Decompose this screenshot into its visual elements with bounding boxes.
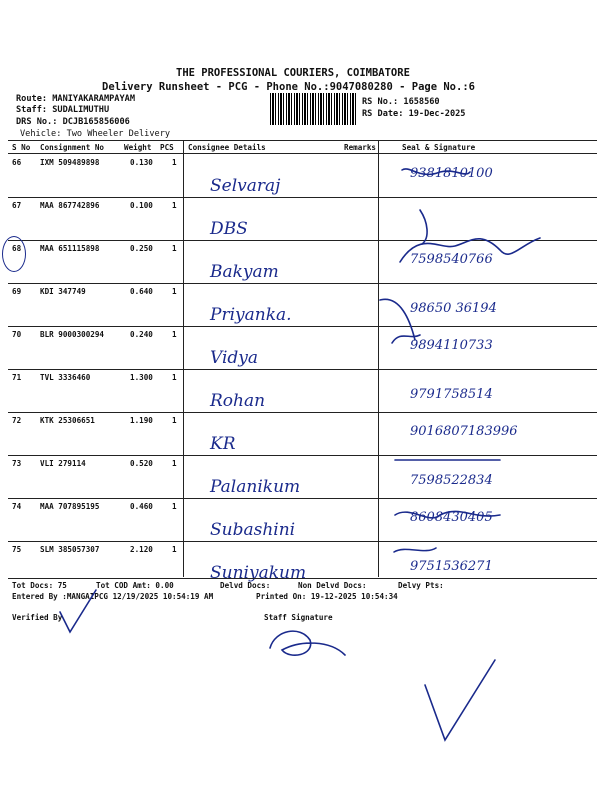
rs-date: RS Date: 19-Dec-2025 (362, 109, 466, 119)
row-consignment-no: BLR 9000300294 (40, 330, 105, 339)
drs-label: DRS No.: DCJB165856006 (16, 117, 130, 127)
row-sno: 72 (12, 416, 22, 425)
row-weight: 0.100 (130, 201, 153, 210)
col-consignment: Consignment No (40, 143, 105, 152)
row-weight: 0.640 (130, 287, 153, 296)
row-pcs: 1 (172, 416, 177, 425)
row-signature-phone: 9894110733 (410, 338, 493, 353)
delvy-pts: Delvy Pts: (398, 581, 444, 590)
row-consignee-name: DBS (210, 219, 248, 239)
non-delvd-docs: Non Delvd Docs: (298, 581, 367, 590)
row-weight: 1.300 (130, 373, 153, 382)
row-pcs: 1 (172, 330, 177, 339)
row-sno: 68 (12, 244, 22, 253)
signature-scribble (400, 238, 540, 262)
row-pcs: 1 (172, 158, 177, 167)
row-consignment-no: VLI 279114 (40, 459, 86, 468)
signature-scribble (380, 299, 415, 340)
row-consignment-no: IXM 509489898 (40, 158, 100, 167)
signature-scribble (402, 169, 470, 174)
signature-scribble (392, 335, 420, 343)
row-consignee-name: KR (210, 434, 236, 454)
staff-signature-scribble (270, 631, 345, 655)
row-consignment-no: MAA 867742896 (40, 201, 100, 210)
col-sno: S No (12, 143, 31, 152)
row-weight: 2.120 (130, 545, 153, 554)
col-remarks: Remarks (344, 143, 377, 152)
col-pcs: PCS (160, 143, 174, 152)
row-consignee-name: Priyanka. (210, 305, 292, 325)
row-weight: 0.240 (130, 330, 153, 339)
col-seal: Seal & Signature (402, 143, 476, 152)
route-label: Route: MANIYAKARAMPAYAM (16, 94, 135, 104)
staff-label: Staff: SUDALIMUTHU (16, 105, 110, 115)
row-signature-phone: 8608430405 (410, 510, 493, 525)
row-consignment-no: MAA 651115898 (40, 244, 100, 253)
row-pcs: 1 (172, 545, 177, 554)
verified-by: Verified By (12, 613, 63, 622)
row-weight: 0.520 (130, 459, 153, 468)
staff-signature-label: Staff Signature (264, 613, 333, 622)
row-signature-phone: 7598540766 (410, 252, 493, 267)
row-consignee-name: Selvaraj (210, 176, 281, 196)
tot-cod: Tot COD Amt: 0.00 (96, 581, 174, 590)
row-weight: 0.130 (130, 158, 153, 167)
row-signature-phone: 9381810100 (410, 166, 493, 181)
runsheet-title: Delivery Runsheet - PCG - Phone No.:9047080280 - Page No.:6 (102, 81, 475, 93)
row-pcs: 1 (172, 201, 177, 210)
row-consignee-name: Rohan (210, 391, 266, 411)
col-consignee: Consignee Details (188, 143, 266, 152)
row-sno: 71 (12, 373, 22, 382)
row-signature-phone: 9791758514 (410, 387, 493, 402)
row-sno: 73 (12, 459, 22, 468)
row-signature-phone: 98650 36194 (410, 301, 497, 316)
row-sno: 69 (12, 287, 22, 296)
row-sno: 75 (12, 545, 22, 554)
row-sno: 74 (12, 502, 22, 511)
signature-scribble (394, 548, 436, 552)
row-weight: 1.190 (130, 416, 153, 425)
rs-number: RS No.: 1658560 (362, 97, 440, 107)
row-sno: 70 (12, 330, 22, 339)
row-consignment-no: SLM 385057307 (40, 545, 100, 554)
row-pcs: 1 (172, 244, 177, 253)
row-consignment-no: MAA 707895195 (40, 502, 100, 511)
row-weight: 0.460 (130, 502, 153, 511)
row-weight: 0.250 (130, 244, 153, 253)
col-weight: Weight (124, 143, 152, 152)
large-checkmark (425, 660, 495, 740)
row-pcs: 1 (172, 459, 177, 468)
row-consignment-no: KTK 25306651 (40, 416, 95, 425)
signature-scribble (420, 210, 427, 244)
row-pcs: 1 (172, 502, 177, 511)
company-title: THE PROFESSIONAL COURIERS, COIMBATORE (176, 67, 410, 79)
row-consignee-name: Vidya (210, 348, 259, 368)
row-sno: 66 (12, 158, 22, 167)
entered-by: Entered By :MANGAIPCG 12/19/2025 10:54:19 AM (12, 592, 214, 601)
row-consignee-name: Bakyam (210, 262, 279, 282)
row-signature-phone: 9751536271 (410, 559, 493, 574)
row-signature-phone: 7598522834 (410, 473, 493, 488)
row-consignment-no: TVL 3336460 (40, 373, 91, 382)
row-consignee-name: Palanikum (210, 477, 301, 497)
row-consignee-name: Suniyakum (210, 563, 307, 583)
delvd-docs: Delvd Docs: (220, 581, 271, 590)
row-sno: 67 (12, 201, 22, 210)
tot-docs: Tot Docs: 75 (12, 581, 67, 590)
row-consignment-no: KDI 347749 (40, 287, 86, 296)
row-signature-phone: 9016807183996 (410, 424, 518, 439)
row-consignee-name: Subashini (210, 520, 296, 540)
row-pcs: 1 (172, 373, 177, 382)
printed-on: Printed On: 19-12-2025 10:54:34 (256, 592, 398, 601)
signature-scribble (395, 511, 500, 517)
verified-tick (60, 590, 96, 632)
vehicle-label: Vehicle: Two Wheeler Delivery (20, 129, 171, 139)
row-pcs: 1 (172, 287, 177, 296)
